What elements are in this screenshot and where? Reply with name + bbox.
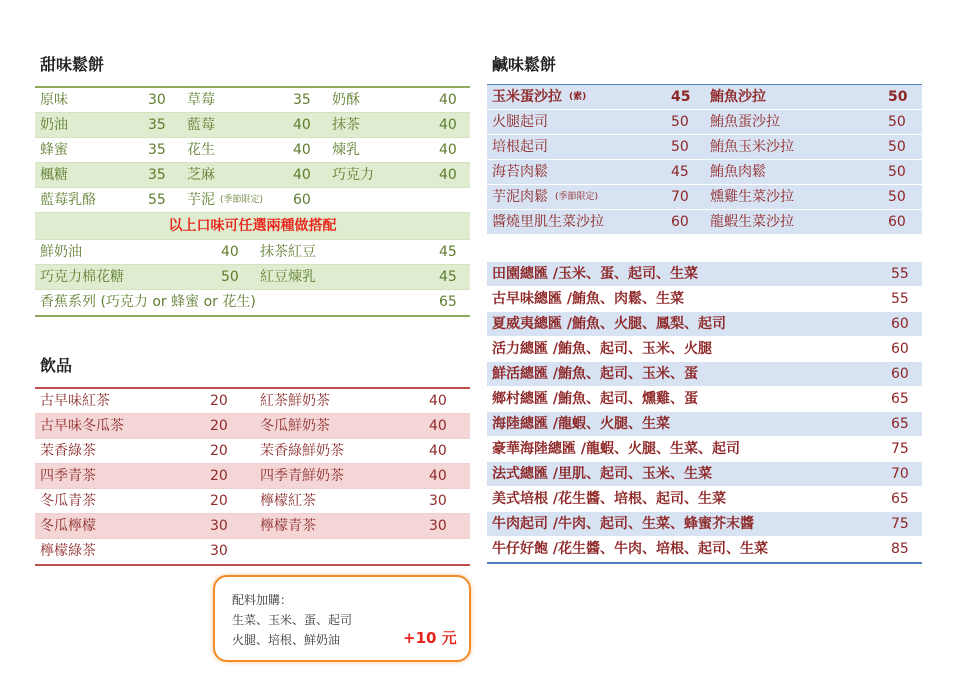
menu-row bbox=[35, 138, 470, 163]
item-price: 55 bbox=[891, 266, 909, 282]
menu-row bbox=[487, 287, 922, 312]
item-name: 煉乳 bbox=[332, 142, 360, 158]
item-name: 原味 bbox=[40, 92, 68, 108]
item-name: 芋泥 bbox=[187, 192, 215, 208]
item-name: 玉米蛋沙拉 bbox=[492, 89, 562, 105]
item-price: 65 bbox=[439, 294, 457, 310]
seasonal-tag: (季節限定) bbox=[555, 192, 599, 202]
item-name: 紅茶鮮奶茶 bbox=[260, 393, 330, 409]
item-price: 30 bbox=[429, 493, 447, 509]
item-name: 奶酥 bbox=[332, 92, 360, 108]
item-name: 古早味冬瓜茶 bbox=[40, 418, 124, 434]
item-price: 40 bbox=[429, 468, 447, 484]
item-price: 40 bbox=[293, 142, 311, 158]
menu-row bbox=[487, 437, 922, 462]
menu-row bbox=[487, 462, 922, 487]
menu-row bbox=[35, 290, 470, 315]
item-price: 30 bbox=[148, 92, 166, 108]
item-name: 牛仔好飽 /花生醬、牛肉、培根、起司、生菜 bbox=[492, 541, 768, 557]
menu-row bbox=[35, 240, 470, 265]
item-price: 60 bbox=[891, 341, 909, 357]
item-price: 30 bbox=[210, 543, 228, 559]
item-price: 70 bbox=[891, 466, 909, 482]
menu-row bbox=[487, 135, 922, 160]
item-price: 40 bbox=[293, 117, 311, 133]
item-name: 海苔肉鬆 bbox=[492, 164, 548, 180]
item-name: 燻雞生菜沙拉 bbox=[710, 189, 794, 205]
item-price: 35 bbox=[148, 142, 166, 158]
item-name: 龍蝦生菜沙拉 bbox=[710, 214, 794, 230]
drinks-menu-table bbox=[35, 387, 470, 566]
menu-row bbox=[35, 88, 470, 113]
item-name: 冬瓜青茶 bbox=[40, 493, 96, 509]
item-name: 醬燒里肌生菜沙拉 bbox=[492, 214, 604, 230]
menu-row bbox=[35, 439, 470, 464]
menu-row bbox=[487, 362, 922, 387]
menu-row bbox=[487, 512, 922, 537]
item-name: 香蕉系列 (巧克力 or 蜂蜜 or 花生) bbox=[40, 294, 256, 310]
vegetarian-tag: (素) bbox=[569, 92, 587, 102]
item-name: 檸檬紅茶 bbox=[260, 493, 316, 509]
item-price: 35 bbox=[148, 167, 166, 183]
item-name: 鮮活總匯 /鮪魚、起司、玉米、蛋 bbox=[492, 366, 698, 382]
menu-row bbox=[487, 337, 922, 362]
item-name: 美式培根 /花生醬、培根、起司、生菜 bbox=[492, 491, 726, 507]
item-name: 古早味紅茶 bbox=[40, 393, 110, 409]
item-name: 火腿起司 bbox=[492, 114, 548, 130]
item-name: 芋泥肉鬆 bbox=[492, 189, 548, 205]
item-name: 藍莓乳酪 bbox=[40, 192, 96, 208]
item-price: 55 bbox=[148, 192, 166, 208]
item-price: 65 bbox=[891, 391, 909, 407]
item-price: 45 bbox=[439, 244, 457, 260]
item-price: 40 bbox=[429, 443, 447, 459]
combo-menu-table bbox=[487, 262, 922, 564]
item-name: 海陸總匯 /龍蝦、火腿、生菜 bbox=[492, 416, 670, 432]
item-name: 培根起司 bbox=[492, 139, 548, 155]
menu-row bbox=[35, 514, 470, 539]
item-price: 50 bbox=[671, 114, 689, 130]
item-price: 50 bbox=[221, 269, 239, 285]
menu-row bbox=[35, 188, 470, 213]
item-price: 60 bbox=[891, 366, 909, 382]
item-price: 40 bbox=[221, 244, 239, 260]
item-price: 50 bbox=[888, 139, 906, 155]
item-price: 20 bbox=[210, 393, 228, 409]
item-price: 20 bbox=[210, 468, 228, 484]
item-name: 鮪魚蛋沙拉 bbox=[710, 114, 780, 130]
item-name: 芝麻 bbox=[187, 167, 215, 183]
item-name: 四季青茶 bbox=[40, 468, 96, 484]
menu-row bbox=[487, 160, 922, 185]
item-price: 40 bbox=[439, 142, 457, 158]
addon-items-2: 火腿、培根、鮮奶油 bbox=[232, 633, 341, 647]
item-price: 35 bbox=[293, 92, 311, 108]
item-name: 茉香綠茶 bbox=[40, 443, 96, 459]
item-price: 40 bbox=[429, 418, 447, 434]
note-text: 以上口味可任選兩種做搭配 bbox=[168, 218, 337, 234]
sweet-section-title: 甜味鬆餅 bbox=[40, 55, 105, 74]
item-name: 茉香綠鮮奶茶 bbox=[260, 443, 344, 459]
item-price: 40 bbox=[439, 117, 457, 133]
menu-row bbox=[35, 265, 470, 290]
item-name: 草莓 bbox=[187, 92, 215, 108]
item-name: 冬瓜檸檬 bbox=[40, 518, 96, 534]
item-price: 65 bbox=[891, 491, 909, 507]
menu-row bbox=[487, 387, 922, 412]
item-name: 鮪魚沙拉 bbox=[710, 89, 766, 105]
item-price: 40 bbox=[293, 167, 311, 183]
item-name: 豪華海陸總匯 /龍蝦、火腿、生菜、起司 bbox=[492, 441, 740, 457]
item-name: 巧克力棉花糖 bbox=[40, 269, 124, 285]
item-price: 65 bbox=[891, 416, 909, 432]
item-name: 藍莓 bbox=[187, 117, 215, 133]
addon-price: +10 元 bbox=[403, 629, 457, 647]
item-name: 古早味總匯 /鮪魚、肉鬆、生菜 bbox=[492, 291, 684, 307]
item-price: 30 bbox=[429, 518, 447, 534]
menu-row bbox=[487, 312, 922, 337]
item-price: 20 bbox=[210, 418, 228, 434]
salty-section-title: 鹹味鬆餅 bbox=[492, 55, 557, 74]
item-name: 楓糖 bbox=[40, 167, 68, 183]
menu-row bbox=[35, 389, 470, 414]
menu-row bbox=[487, 110, 922, 135]
item-name: 蜂蜜 bbox=[40, 142, 68, 158]
menu-row bbox=[487, 487, 922, 512]
item-price: 50 bbox=[888, 114, 906, 130]
menu-row bbox=[487, 537, 922, 562]
menu-row bbox=[487, 412, 922, 437]
seasonal-tag: (季節限定) bbox=[220, 195, 264, 205]
item-name: 鮪魚玉米沙拉 bbox=[710, 139, 794, 155]
salty-menu-table bbox=[487, 84, 922, 235]
item-price: 50 bbox=[888, 89, 908, 105]
item-name: 田園總匯 /玉米、蛋、起司、生菜 bbox=[492, 266, 698, 282]
item-name: 鄉村總匯 /鮪魚、起司、燻雞、蛋 bbox=[492, 391, 698, 407]
item-name: 夏威夷總匯 /鮪魚、火腿、鳳梨、起司 bbox=[492, 316, 726, 332]
item-price: 30 bbox=[210, 518, 228, 534]
menu-row bbox=[487, 185, 922, 210]
item-price: 60 bbox=[293, 192, 311, 208]
item-price: 45 bbox=[439, 269, 457, 285]
item-name: 牛肉起司 /牛肉、起司、生菜、蜂蜜芥末醬 bbox=[492, 516, 754, 532]
addon-title: 配料加購： bbox=[232, 593, 293, 607]
item-price: 60 bbox=[888, 214, 906, 230]
item-price: 50 bbox=[888, 164, 906, 180]
item-name: 冬瓜鮮奶茶 bbox=[260, 418, 330, 434]
item-price: 40 bbox=[439, 167, 457, 183]
menu-row bbox=[35, 464, 470, 489]
item-name: 鮪魚肉鬆 bbox=[710, 164, 766, 180]
menu-row bbox=[35, 113, 470, 138]
item-name: 鮮奶油 bbox=[40, 244, 82, 260]
item-price: 45 bbox=[671, 164, 689, 180]
item-name: 抹茶 bbox=[332, 117, 360, 133]
item-price: 60 bbox=[671, 214, 689, 230]
item-price: 50 bbox=[888, 189, 906, 205]
menu-row bbox=[35, 539, 470, 564]
item-price: 55 bbox=[891, 291, 909, 307]
item-name: 紅豆煉乳 bbox=[260, 269, 316, 285]
item-name: 檸檬青茶 bbox=[260, 518, 316, 534]
item-name: 巧克力 bbox=[332, 167, 374, 183]
item-price: 40 bbox=[429, 393, 447, 409]
addon-box bbox=[213, 575, 471, 662]
addon-items-1: 生菜、玉米、蛋、起司 bbox=[232, 613, 353, 627]
item-price: 50 bbox=[671, 139, 689, 155]
item-name: 法式總匯 /里肌、起司、玉米、生菜 bbox=[492, 466, 712, 482]
menu-row bbox=[35, 414, 470, 439]
item-price: 85 bbox=[891, 541, 909, 557]
drinks-section-title: 飲品 bbox=[40, 356, 73, 375]
item-name: 四季青鮮奶茶 bbox=[260, 468, 344, 484]
combo-note bbox=[35, 213, 470, 240]
item-price: 75 bbox=[891, 441, 909, 457]
menu-row bbox=[487, 262, 922, 287]
menu-row bbox=[487, 210, 922, 235]
item-price: 75 bbox=[891, 516, 909, 532]
item-price: 60 bbox=[891, 316, 909, 332]
item-price: 70 bbox=[671, 189, 689, 205]
item-name: 活力總匯 /鮪魚、起司、玉米、火腿 bbox=[492, 341, 712, 357]
menu-row bbox=[35, 489, 470, 514]
item-name: 花生 bbox=[187, 142, 215, 158]
item-name: 奶油 bbox=[40, 117, 68, 133]
menu-row bbox=[487, 85, 922, 110]
item-price: 20 bbox=[210, 443, 228, 459]
item-price: 40 bbox=[439, 92, 457, 108]
menu-row bbox=[35, 163, 470, 188]
item-name: 抹茶紅豆 bbox=[260, 244, 316, 260]
sweet-menu-table bbox=[35, 86, 470, 317]
item-price: 35 bbox=[148, 117, 166, 133]
item-name: 檸檬綠茶 bbox=[40, 543, 96, 559]
item-price: 20 bbox=[210, 493, 228, 509]
item-price: 45 bbox=[671, 89, 691, 105]
